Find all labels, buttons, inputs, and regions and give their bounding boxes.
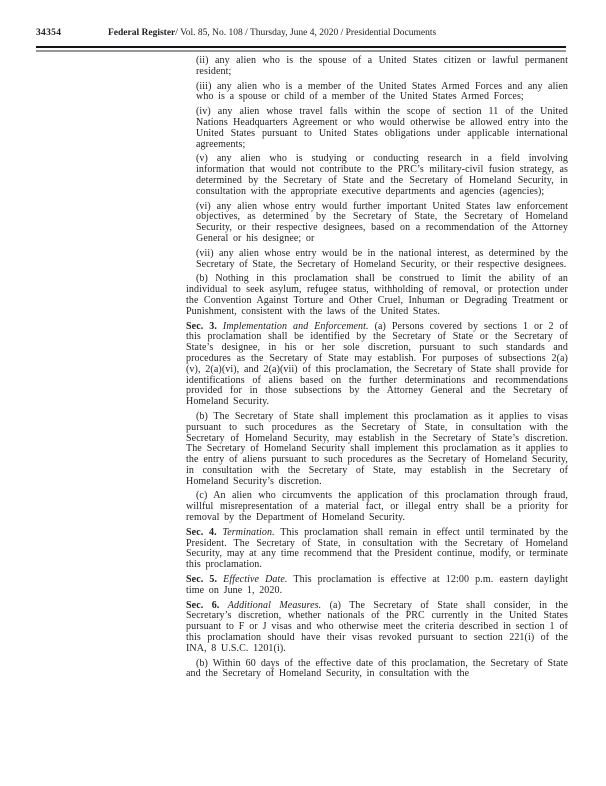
paragraph-text: (b) Within 60 days of the effective date of this proclamation, the Secretary of State and the Secretary of Homeland Security, in consultation with the	[186, 657, 568, 680]
paragraph-sec3-c	[186, 491, 568, 523]
section-text: (a) Persons covered by sections 1 or 2 of this proclamation shall be identified by the Secretary of State or the Secretary of State’s designee, in his or her sole discretion, pursuant to such standards and procedures as the Secretary of State may establish. For purposes of subsections 2(a)(v), 2(a)(vi), and 2(a)(vii) of this proclamation, the Secretary of State shall provide for identifications of aliens based on the further determinations and recommendations provided for in those subsections by the Attorney General and the Secretary of Homeland Security.	[186, 320, 568, 408]
section-label: Sec. 6.	[186, 599, 220, 611]
paragraph-sec3-b	[186, 412, 568, 488]
paragraph-subitem-iii	[196, 82, 568, 104]
paragraph-text: (ii) any alien who is the spouse of a United States citizen or lawful permanent resident;	[196, 55, 568, 77]
section-title: Effective Date.	[223, 574, 288, 586]
paragraph-text: (iv) any alien whose travel falls within the scope of section 11 of the United Nations Headquarters Agreement or who would otherwise be allowed entry into the United States pursuant to United States obligations under applicable international agreements;	[196, 106, 568, 150]
paragraph-text: (c) An alien who circumvents the application of this proclamation through fraud, willful misrepresentation of a material fact, or illegal entry shall be a priority for removal by the Department of Homeland Security.	[186, 490, 568, 524]
paragraph-section-3	[186, 322, 568, 408]
section-title: Additional Measures.	[227, 599, 322, 611]
section-text: This proclamation is effective at 12:00 p.m. eastern daylight time on June 1, 2020.	[186, 574, 568, 596]
paragraph-text: (iii) any alien who is a member of the United States Armed Forces and any alien who is a spouse or child of a member of the United States Armed Forces;	[196, 80, 568, 103]
page-header	[36, 27, 570, 39]
journal-name: Federal Register	[108, 28, 176, 38]
paragraph-section-6	[186, 601, 568, 655]
paragraph-section-5	[186, 575, 568, 597]
document-body	[186, 56, 568, 684]
paragraph-text: (vi) any alien whose entry would further important United States law enforcement objectives, as determined by the Secretary of State, the Secretary of Homeland Security, or their respective designees, based on a recommendation of the Attorney General or his designee; or	[196, 200, 568, 244]
paragraph-subitem-vi	[196, 202, 568, 245]
paragraph-section-4	[186, 528, 568, 571]
paragraph-sec2-b	[186, 274, 568, 317]
paragraph-subitem-iv	[196, 107, 568, 150]
page-number: 34354	[36, 28, 62, 38]
paragraph-subitem-v	[196, 154, 568, 197]
section-text: (a) The Secretary of State shall consider, in the Secretary’s discretion, whether nationals of the PRC currently in the United States pursuant to F or J visas and who otherwise meet the criteria described in section 1 of this proclamation should have their visas revoked pursuant to section 221(i) of the INA, 8 U.S.C. 1201(i).	[186, 599, 568, 654]
paragraph-text: (b) Nothing in this proclamation shall be construed to limit the ability of an individual to seek asylum, refugee status, withholding of removal, or protection under the Convention Against Torture and Other Cruel, Inhuman or Degrading Treatment or Punishment, consistent with the laws of the United States.	[186, 273, 568, 317]
section-label: Sec. 3.	[186, 320, 217, 332]
paragraph-subitem-ii	[196, 56, 568, 78]
paragraph-text: (b) The Secretary of State shall implement this proclamation as it applies to visas pursuant to such procedures as the Secretary of State, in consultation with the Secretary of Homeland Security, may establish in the Secretary of State’s discretion. The Secretary of Homeland Security shall implement this proclamation as it applies to the entry of aliens pursuant to such procedures as the Secretary of Homeland Security, in consultation with the Secretary of State, may establish in the Secretary of Homeland Security’s discretion.	[186, 410, 568, 487]
issue-info: / Vol. 85, No. 108 / Thursday, June 4, 2020 / Presidential Documents	[175, 28, 437, 38]
paragraph-text: (vii) any alien whose entry would be in the national interest, as determined by the Secretary of State, the Secretary of Homeland Security, or their respective designees.	[196, 247, 568, 270]
section-text: This proclamation shall remain in effect until terminated by the President. The Secretary of State, in consultation with the Secretary of Homeland Security, may at any time recommend that the President continue, modify, or terminate this proclamation.	[186, 526, 569, 571]
header-citation	[108, 28, 436, 38]
paragraph-subitem-vii	[196, 249, 568, 271]
section-title: Implementation and Enforcement.	[222, 320, 369, 332]
paragraph-text: (v) any alien who is studying or conducting research in a field involving information that would not contribute to the PRC’s military-civil fusion strategy, as determined by the Secretary of State and the Secretary of Homeland Security, in consultation with the appropriate executive departments and agencies (agencies);	[196, 153, 568, 197]
header-double-rule	[36, 46, 566, 52]
section-label: Sec. 4.	[186, 526, 217, 538]
section-label: Sec. 5.	[186, 574, 218, 586]
paragraph-sec6-b	[186, 659, 568, 681]
section-title: Termination.	[222, 526, 275, 538]
